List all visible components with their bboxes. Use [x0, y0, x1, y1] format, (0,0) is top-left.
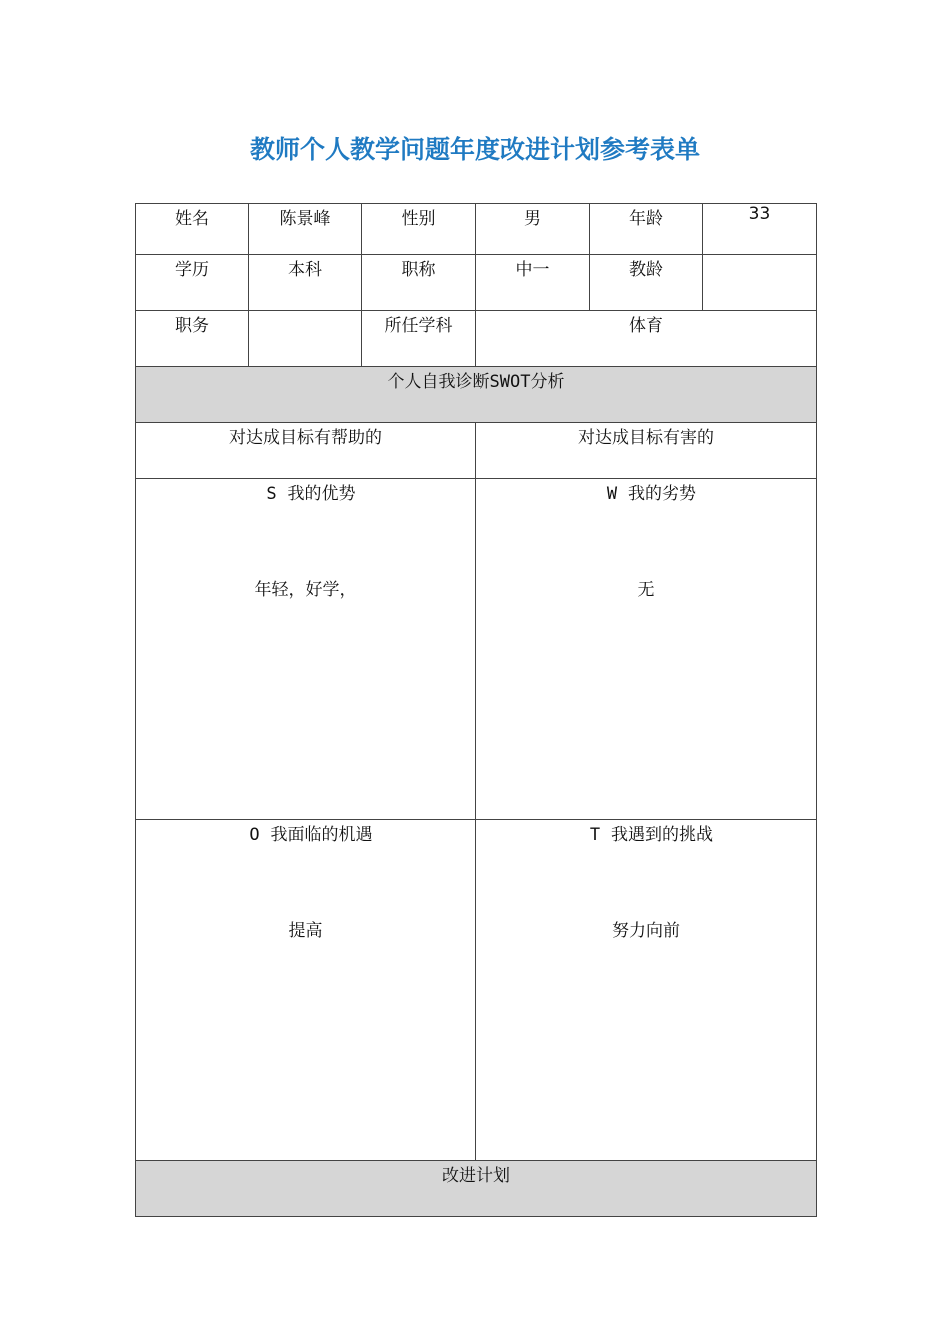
teaching-years-label: 教龄 [590, 255, 703, 311]
education-label: 学历 [136, 255, 249, 311]
age-value[interactable]: 33 [703, 204, 817, 255]
strengths-cell[interactable] [136, 479, 476, 820]
gender-value[interactable]: 男 [476, 204, 590, 255]
threats-letter: T [589, 825, 601, 845]
strengths-content: 年轻，好学， [254, 580, 357, 600]
weaknesses-content: 无 [637, 580, 655, 600]
education-value[interactable]: 本科 [249, 255, 362, 311]
strengths-letter: S [266, 484, 277, 504]
gender-label: 性别 [362, 204, 476, 255]
threats-cell[interactable] [476, 820, 817, 1161]
rank-value[interactable]: 中一 [476, 255, 590, 311]
helpful-label: 对达成目标有帮助的 [136, 423, 476, 479]
opportunities-title: 我面临的机遇 [270, 825, 373, 845]
rank-label: 职称 [362, 255, 476, 311]
swot-header-row [136, 367, 817, 423]
weaknesses-letter: W [606, 484, 618, 504]
info-row-1 [136, 204, 817, 255]
strengths-heading [136, 479, 475, 575]
opportunities-letter: O [249, 825, 260, 845]
plan-header-row [136, 1161, 817, 1217]
teaching-years-value[interactable] [703, 255, 817, 311]
swot-header-acronym: SWOT [489, 372, 531, 392]
harmful-label: 对达成目标有害的 [476, 423, 817, 479]
threats-title: 我遇到的挑战 [611, 825, 713, 845]
swot-row-ot [136, 820, 817, 1161]
strengths-title: 我的优势 [287, 484, 356, 504]
swot-subheader-row [136, 423, 817, 479]
plan-header: 改进计划 [136, 1161, 817, 1217]
subject-value[interactable]: 体育 [476, 311, 817, 367]
threats-content: 努力向前 [612, 921, 680, 941]
opportunities-cell[interactable] [136, 820, 476, 1161]
swot-row-sw [136, 479, 817, 820]
page-title: 教师个人教学问题年度改进计划参考表单 [249, 135, 700, 164]
teacher-form-table [135, 203, 817, 1217]
swot-header [136, 367, 817, 423]
swot-header-prefix: 个人自我诊断 [387, 372, 490, 392]
opportunities-heading [136, 820, 475, 916]
name-value[interactable]: 陈景峰 [249, 204, 362, 255]
position-label: 职务 [136, 311, 249, 367]
info-row-2 [136, 255, 817, 311]
opportunities-content: 提高 [288, 921, 323, 941]
weaknesses-heading [476, 479, 816, 575]
info-row-3 [136, 311, 817, 367]
swot-header-suffix: 分析 [530, 372, 565, 392]
name-label: 姓名 [136, 204, 249, 255]
subject-label: 所任学科 [362, 311, 476, 367]
position-value[interactable] [249, 311, 362, 367]
weaknesses-cell[interactable] [476, 479, 817, 820]
threats-heading [476, 820, 816, 916]
age-label: 年龄 [590, 204, 703, 255]
weaknesses-title: 我的劣势 [628, 484, 696, 504]
